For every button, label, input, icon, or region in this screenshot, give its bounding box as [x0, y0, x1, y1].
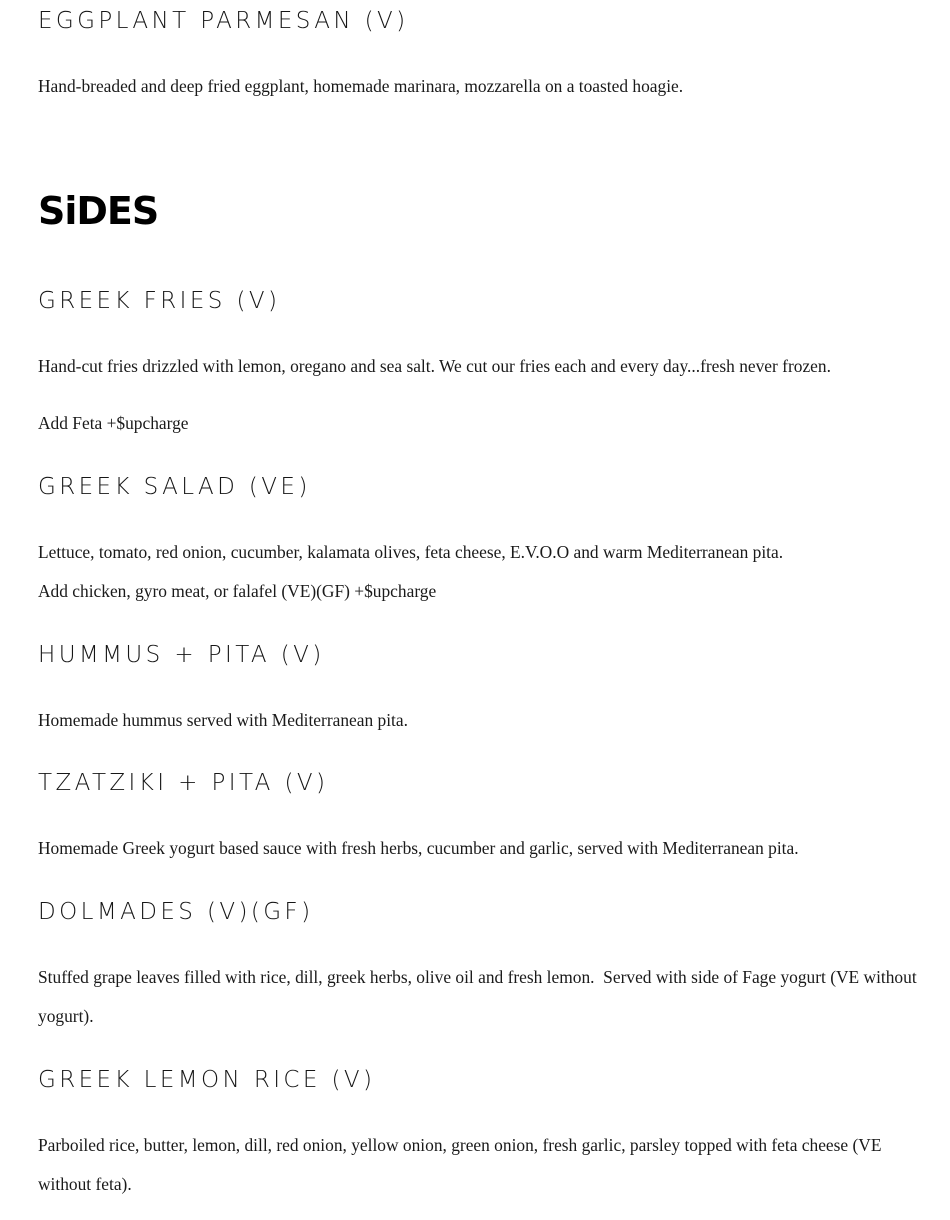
item-addon-greek-fries: Add Feta +$upcharge	[38, 413, 189, 433]
item-description-eggplant-parmesan: Hand-breaded and deep fried eggplant, homemade marinara, mozzarella on a toasted hoagie.	[38, 76, 684, 96]
item-title-greek-lemon-rice: GREEK LEMON RICE (V)	[38, 1067, 376, 1093]
item-description-greek-salad: Lettuce, tomato, red onion, cucumber, kalamata olives, feta cheese, E.V.O.O and warm Mediterranean pita.	[38, 542, 784, 562]
item-description-hummus-pita: Homemade hummus served with Mediterranean pita.	[38, 710, 408, 730]
item-description-tzatziki-pita: Homemade Greek yogurt based sauce with fresh herbs, cucumber and garlic, served with Mediterranean pita.	[38, 838, 799, 858]
item-title-dolmades: DOLMADES (V)(GF)	[38, 899, 314, 925]
item-description-greek-lemon-rice: Parboiled rice, butter, lemon, dill, red onion, yellow onion, green onion, fresh garlic, parsley topped with feta cheese (VE without feta).	[38, 1135, 886, 1194]
item-description-dolmades: Stuffed grape leaves filled with rice, dill, greek herbs, olive oil and fresh lemon. Served with side of Fage yogurt (VE without yogurt).	[38, 967, 922, 1026]
item-title-tzatziki-pita: TZATZIKI + PITA (V)	[38, 770, 329, 796]
item-addon-greek-salad: Add chicken, gyro meat, or falafel (VE)(GF) +$upcharge	[38, 581, 437, 601]
item-description-greek-fries: Hand-cut fries drizzled with lemon, oregano and sea salt. We cut our fries each and every day...fresh never frozen.	[38, 356, 831, 376]
item-title-hummus-pita: HUMMUS + PITA (V)	[38, 642, 325, 668]
item-title-greek-fries: GREEK FRIES (V)	[38, 288, 281, 314]
item-title-greek-salad: GREEK SALAD (VE)	[38, 474, 311, 500]
sides-section-heading: SiDES	[38, 189, 159, 233]
item-title-eggplant-parmesan: EGGPLANT PARMESAN (V)	[38, 8, 409, 34]
